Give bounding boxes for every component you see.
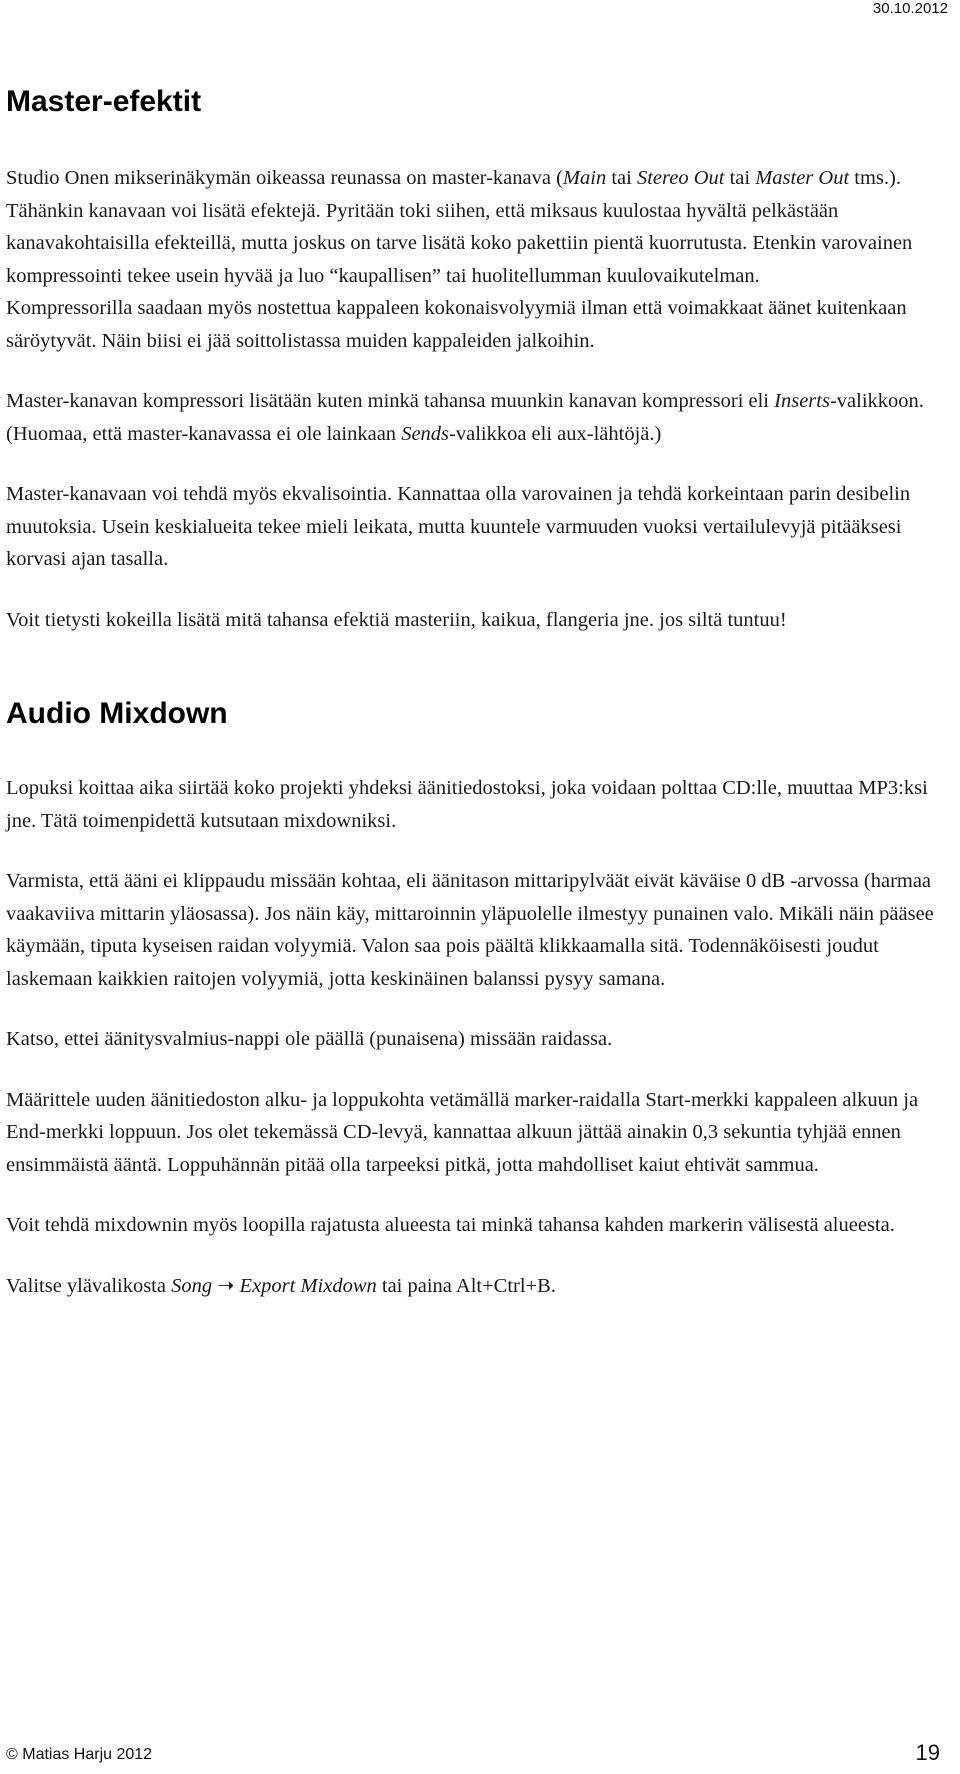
- paragraph-master-eq: Master-kanavaan voi tehdä myös ekvalisointia. Kannattaa olla varovainen ja tehdä korkeintaan parin desibelin muutoksia. Usein keskialueita tekee mieli leikata, mutta kuuntele varmuuden vuoksi vertailulevyjä pitääksesi korvasi ajan tasalla.: [6, 483, 911, 570]
- text-span: tai: [724, 167, 756, 189]
- italic-menu-export-mixdown: Export Mixdown: [239, 1274, 377, 1297]
- paragraph-mixdown-intro: Lopuksi koittaa aika siirtää koko projekti yhdeksi äänitiedostoksi, joka voidaan polttaa CD:lle, muuttaa MP3:ksi jne. Tätä toimenpidettä kutsutaan mixdowniksi.: [6, 777, 928, 832]
- paragraph-clipping: Varmista, että ääni ei klippaudu missään kohtaa, eli äänitason mittaripylväät eivät käväise 0 dB -arvossa (harmaa vaakaviiva mittarin yläosassa). Jos näin käy, mittaroinnin yläpuolelle ilmestyy punainen valo. Mikäli näin pääsee käymään, tiputa kyseisen raidan volyymiä. Valon saa pois päältä klikkaamalla sitä. Todennäköisesti joudut laskemaan kaikkien raitojen volyymiä, jotta keskinäinen balanssi pysyy samana.: [6, 870, 934, 990]
- italic-term-master-out: Master Out: [755, 167, 850, 189]
- section-title-master-effects: Master-efektit: [6, 85, 202, 118]
- italic-term-sends: Sends: [401, 422, 450, 445]
- paragraph-markers: Määrittele uuden äänitiedoston alku- ja loppukohta vetämällä marker-raidalla Start-merkki kappaleen alkuun ja End-merkki loppuun. Jos olet tekemässä CD-levyä, kannattaa alkuun jättää ainakin 0,3 sekuntia tyhjää ennen ensimmäistä ääntä. Loppuhännän pitää olla tarpeeksi pitkä, jotta mahdolliset kaiut ehtivät sammua.: [6, 1088, 919, 1176]
- paragraph-other-effects: Voit tietysti kokeilla lisätä mitä tahansa efektiä masteriin, kaikua, flangeria jne. jos siltä tuntuu!: [6, 608, 787, 631]
- italic-term-inserts: Inserts: [774, 390, 830, 412]
- text-span: tai: [606, 167, 637, 189]
- footer-page-number: 19: [915, 1740, 940, 1765]
- footer-copyright: © Matias Harju 2012: [6, 1746, 153, 1763]
- italic-term-stereo-out: Stereo Out: [636, 167, 725, 189]
- text-span: Master-kanavan kompressori lisätään kuten minkä tahansa muunkin kanavan kompressori eli: [6, 390, 775, 412]
- text-span: -valikkoon. (Huomaa, että master-kanavassa ei ole lainkaan: [6, 390, 924, 445]
- page-content: [6, 84, 936, 1330]
- paragraph-record-arm: Katso, ettei äänitysvalmius-nappi ole päällä (punaisena) missään raidassa.: [6, 1028, 613, 1050]
- paragraph-export-instruction: [6, 1270, 936, 1303]
- italic-term-main: Main: [562, 167, 607, 189]
- italic-menu-song: Song: [171, 1274, 213, 1297]
- text-span: -valikkoa eli aux-lähtöjä.): [449, 422, 662, 445]
- paragraph-compressor-volume: Kompressorilla saadaan myös nostettua kappaleen kokonaisvolyymiä ilman että voimakkaat äänet kuitenkaan säröytyvät. Näin biisi ei jää soittolistassa muiden kappaleiden jalkoihin.: [6, 297, 907, 352]
- section-title-audio-mixdown: Audio Mixdown: [6, 697, 228, 730]
- text-span: Studio Onen mikserinäkymän oikeassa reunassa on master-kanava (: [6, 167, 563, 189]
- paragraph-master-compressor: [6, 385, 936, 450]
- text-span: Valitse ylävalikosta: [6, 1274, 172, 1297]
- paragraph-master-intro: [6, 162, 936, 292]
- header-date: 30.10.2012: [872, 0, 948, 17]
- paragraph-loop-range: Voit tehdä mixdownin myös loopilla rajatusta alueesta tai minkä tahansa kahden markerin välisestä alueesta.: [6, 1214, 895, 1236]
- arrow-icon: ➝: [212, 1274, 240, 1297]
- text-span: tms.). Tähänkin kanavaan voi lisätä efektejä. Pyritään toki siihen, että miksaus kuulostaa hyvältä pelkästään kanavakohtaisilla efekteillä, mutta joskus on tarve lisätä koko pakettiin pientä kuorrutusta. Etenkin varovainen kompressointi tekee usein hyvää ja luo “kaupallisen” tai huolitellumman kuulovaikutelman.: [6, 167, 913, 287]
- text-span: tai paina Alt+Ctrl+B.: [376, 1274, 556, 1297]
